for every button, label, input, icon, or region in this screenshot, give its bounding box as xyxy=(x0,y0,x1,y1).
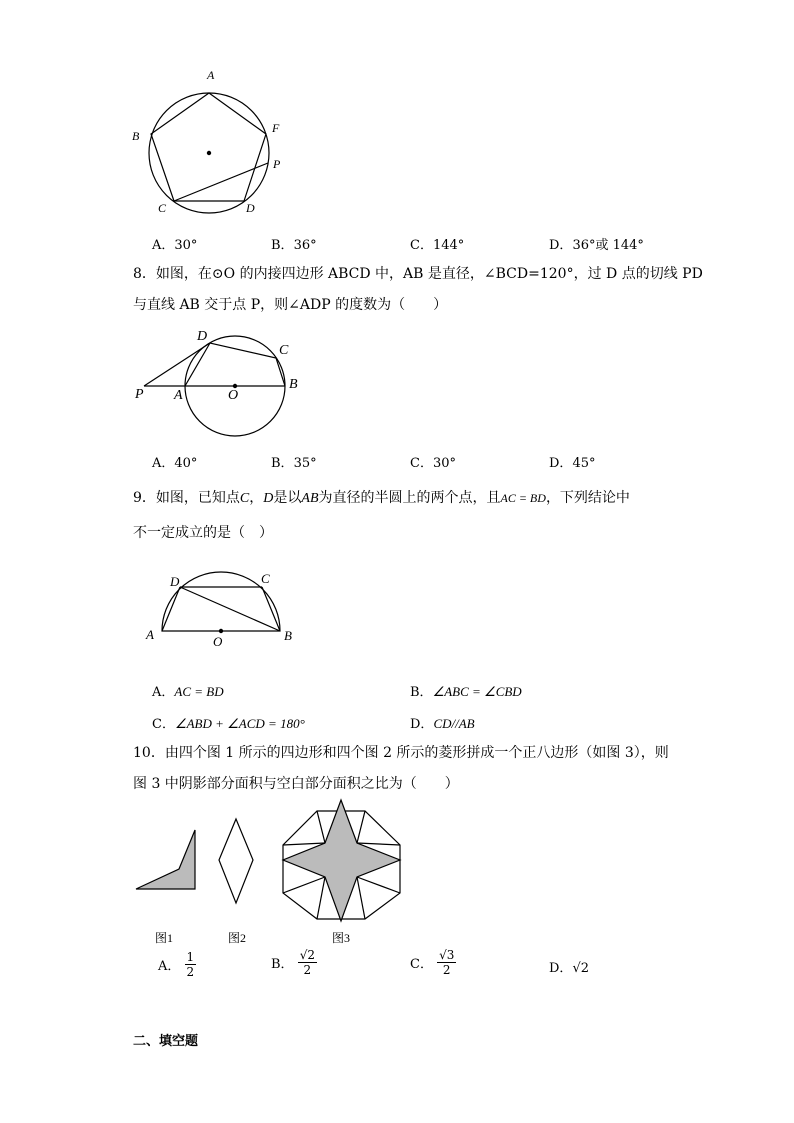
q9-option-a[interactable]: A．AC = BD xyxy=(152,684,224,700)
q9-line-ad xyxy=(162,587,180,631)
q7-option-d[interactable]: D．36°或 144° xyxy=(549,238,644,253)
q10-figure3 xyxy=(280,800,405,925)
q9-arc-equation: AC = BD xyxy=(500,491,546,505)
q8-text-line1: 8．如图，在⊙O 的内接四边形 ABCD 中，AB 是直径，∠BCD=120°，过 D 点的切线 PD xyxy=(133,266,703,282)
q10-option-a[interactable]: A． $\frac{1}{2}$ xyxy=(158,950,195,979)
q7-label-d: D xyxy=(246,201,255,215)
q10-text-line2: 图 3 中阴影部分面积与空白部分面积之比为（ ） xyxy=(133,776,459,792)
q10-fig3-edge4 xyxy=(357,877,400,893)
q8-label-a: A xyxy=(174,388,183,403)
q10-fig3-edge1 xyxy=(317,811,325,843)
q10-figure1 xyxy=(132,825,202,895)
q9-label-c: C xyxy=(261,571,270,586)
q8-label-b: B xyxy=(289,377,298,392)
q8-option-d[interactable]: D．45° xyxy=(549,456,596,471)
q10-fig3-edge6 xyxy=(317,877,325,919)
q7-center-dot xyxy=(207,151,211,155)
q7-label-f: F xyxy=(272,121,280,135)
q9-option-c[interactable]: C．∠ABD + ∠ACD = 180° xyxy=(152,716,305,732)
q8-text-line2: 与直线 AB 交于点 P，则∠ADP 的度数为（ ） xyxy=(133,297,448,313)
q8-option-c[interactable]: C．30° xyxy=(410,456,456,471)
q8-figure xyxy=(130,320,310,440)
q10-fig1-quadrilateral xyxy=(136,830,195,889)
q8-label-o: O xyxy=(228,388,239,403)
q8-label-p: P xyxy=(135,387,144,402)
q10-text-line1: 10．由四个图 1 所示的四边形和四个图 2 所示的菱形拼成一个正八边形（如图 3），则 xyxy=(133,745,669,761)
q7-label-a: A xyxy=(207,68,215,82)
q10-fig3-edge7 xyxy=(283,877,325,893)
q10-option-b[interactable]: B． $\frac{√2}{2}$ xyxy=(271,948,315,977)
q7-option-a[interactable]: A．30° xyxy=(152,238,198,253)
section-heading: 二、填空题 xyxy=(133,1034,199,1049)
q10-option-d[interactable]: D．√2 xyxy=(549,961,589,976)
q9-text-line2: 不一定成立的是（ ） xyxy=(133,525,273,541)
q8-option-b[interactable]: B．35° xyxy=(271,456,317,471)
q10-fig3-edge5 xyxy=(357,877,365,919)
q10-caption-fig1: 图1 xyxy=(155,931,174,945)
q10-figure2 xyxy=(216,815,256,910)
q9-label-a: A xyxy=(146,627,154,642)
q9-option-d[interactable]: D．CD//AB xyxy=(410,716,475,732)
q7-line-cp xyxy=(174,163,268,201)
q10-fig3-edge3 xyxy=(357,843,400,845)
q9-center-dot xyxy=(219,629,223,633)
q7-option-b[interactable]: B．36° xyxy=(271,238,317,253)
q7-figure xyxy=(130,70,290,220)
q7-label-b: B xyxy=(132,129,140,143)
q10-option-c[interactable]: C． $\frac{√3}{2}$ xyxy=(410,948,455,977)
q10-caption-fig2: 图2 xyxy=(228,931,247,945)
q10-fig3-star xyxy=(283,800,400,921)
q10-caption-fig3: 图3 xyxy=(332,931,351,945)
q7-label-p: P xyxy=(273,157,281,171)
q9-figure xyxy=(150,560,300,640)
q8-label-c: C xyxy=(279,343,289,358)
q9-label-o: O xyxy=(213,634,223,649)
q9-label-b: B xyxy=(284,628,292,643)
q10-fig2-rhombus xyxy=(219,819,253,903)
q8-option-a[interactable]: A．40° xyxy=(152,456,198,471)
q10-fig3-edge2 xyxy=(357,811,365,843)
q7-option-c[interactable]: C．144° xyxy=(410,238,465,253)
q9-label-d: D xyxy=(170,574,180,589)
q9-option-b[interactable]: B．∠ABC = ∠CBD xyxy=(410,684,522,700)
q9-text-line1: 9．如图，已知点C，D是以AB为直径的半圆上的两个点，且AC = BD，下列结论中 xyxy=(133,490,630,506)
q8-tangent-pd xyxy=(144,343,210,386)
q7-label-c: C xyxy=(158,201,167,215)
q8-label-d: D xyxy=(197,329,208,344)
q10-fig3-edge8 xyxy=(283,843,325,845)
